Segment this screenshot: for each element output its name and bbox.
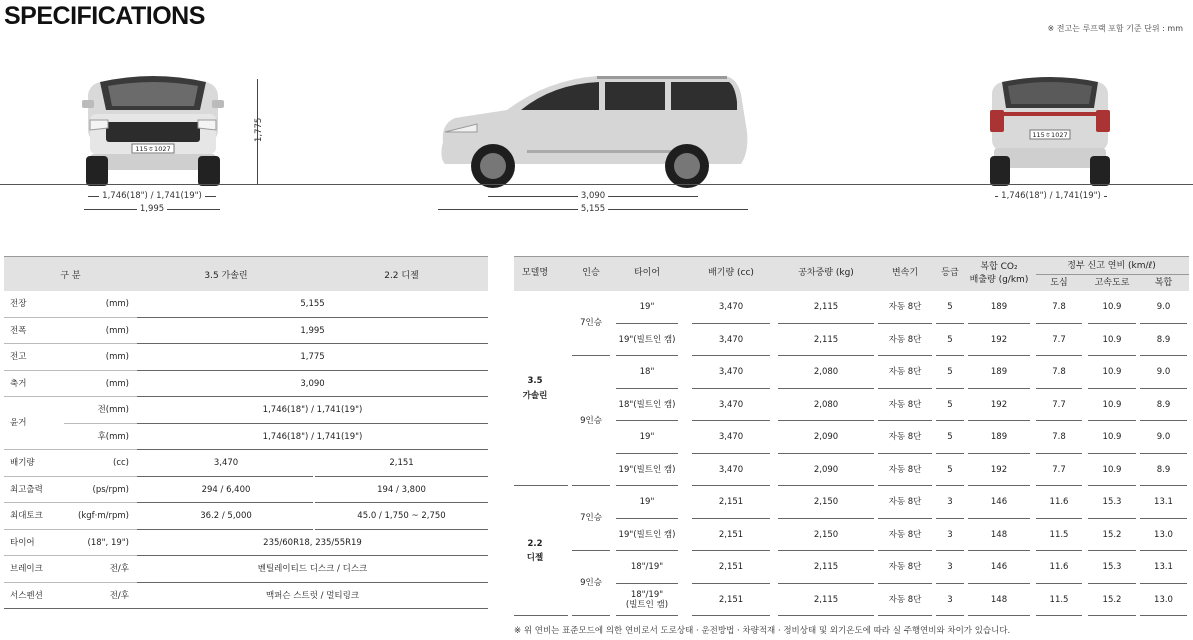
grade-cell: 3	[947, 594, 953, 605]
spec-value: 맥퍼슨 스트럿 / 멀티링크	[265, 590, 360, 601]
transmission-cell: 자동 8단	[888, 562, 922, 573]
co2-cell: 146	[990, 562, 1008, 573]
spec-unit: (mm)	[105, 325, 129, 336]
header-diesel: 2.2 디젤	[384, 270, 419, 281]
header-combined: 복합	[1154, 278, 1173, 288]
combined-cell: 13.0	[1154, 594, 1173, 605]
header-tire: 타이어	[633, 268, 661, 278]
spec-value: 1,995	[300, 325, 325, 336]
weight-cell: 2,090	[813, 432, 839, 443]
header-gasoline: 3.5 가솔린	[204, 270, 248, 281]
spec-category: 전장	[10, 299, 27, 309]
grade-cell: 5	[947, 334, 953, 345]
spec-unit: 전/후	[109, 564, 129, 574]
header-grade: 등급	[941, 268, 959, 278]
header-highway: 고속도로	[1094, 278, 1130, 288]
spec-table	[4, 256, 488, 609]
weight-cell: 2,090	[813, 464, 839, 475]
efficiency-table	[514, 256, 1189, 621]
spec-unit: 전(mm)	[97, 405, 129, 415]
grade-cell: 3	[947, 529, 953, 540]
rear-license-plate: 115ㅎ1027	[1032, 131, 1068, 139]
spec-row	[4, 583, 488, 610]
spec-value: 5,155	[300, 299, 325, 309]
co2-cell: 192	[990, 334, 1008, 345]
spec-unit: (cc)	[113, 458, 129, 468]
tire-cell: 19"(빌트인 캠)	[618, 464, 676, 475]
displacement-cell: 2,151	[718, 529, 744, 540]
city-cell: 7.7	[1052, 399, 1066, 410]
header-city: 도심	[1050, 278, 1068, 288]
city-cell: 7.8	[1052, 302, 1066, 313]
transmission-cell: 자동 8단	[888, 334, 922, 345]
spec-row	[4, 450, 488, 477]
spec-unit: (mm)	[105, 378, 129, 389]
spec-row	[4, 318, 488, 345]
grade-cell: 3	[947, 562, 953, 573]
co2-cell: 189	[990, 302, 1008, 313]
spec-row	[4, 291, 488, 318]
spec-row	[4, 477, 488, 504]
tire-cell: 18"(빌트인 캠)	[618, 399, 676, 410]
spec-category: 최대토크	[10, 511, 43, 521]
displacement-cell: 3,470	[718, 399, 744, 410]
spec-category: 타이어	[10, 537, 35, 548]
seat-group-cell: 9인승	[580, 578, 602, 589]
grade-cell: 5	[947, 432, 953, 443]
co2-cell: 192	[990, 399, 1008, 410]
spec-row	[4, 424, 488, 451]
height-label: 1,775	[254, 117, 264, 142]
co2-cell: 189	[990, 432, 1008, 443]
transmission-cell: 자동 8단	[888, 464, 922, 475]
combined-cell: 13.1	[1154, 497, 1173, 508]
highway-cell: 15.2	[1102, 529, 1122, 540]
highway-cell: 15.2	[1102, 594, 1122, 605]
highway-cell: 10.9	[1102, 432, 1122, 443]
highway-cell: 10.9	[1102, 464, 1122, 475]
grade-cell: 3	[947, 497, 953, 508]
spec-row	[4, 503, 488, 530]
car-rear-view	[984, 70, 1116, 188]
car-side-view	[437, 72, 749, 188]
spec-unit: (mm)	[105, 352, 129, 362]
spec-value: 1,746(18") / 1,741(19")	[262, 431, 363, 442]
ground-line	[0, 184, 1193, 185]
weight-cell: 2,115	[813, 594, 839, 605]
city-cell: 7.8	[1052, 367, 1066, 378]
unit-note: ※ 전고는 루프랙 포함 기준 단위 : mm	[1047, 24, 1183, 33]
spec-value: 벤틸레이티드 디스크 / 디스크	[257, 564, 368, 574]
spec-row	[4, 371, 488, 398]
spec-table-header	[4, 256, 488, 291]
spec-value-gasoline: 36.2 / 5,000	[200, 511, 252, 521]
seat-group-cell: 9인승	[580, 415, 602, 426]
transmission-cell: 자동 8단	[888, 529, 922, 540]
city-cell: 11.6	[1049, 497, 1069, 508]
city-cell: 7.7	[1052, 464, 1066, 475]
tire-cell: 19"	[639, 497, 655, 508]
transmission-cell: 자동 8단	[888, 432, 922, 443]
grade-cell: 5	[947, 399, 953, 410]
header-co2-line1: 복합 CO₂	[980, 262, 1018, 272]
spec-category: 전고	[10, 352, 27, 362]
co2-cell: 189	[990, 367, 1008, 378]
combined-cell: 13.0	[1154, 529, 1173, 540]
highway-cell: 15.3	[1102, 497, 1122, 508]
spec-category: 서스펜션	[10, 590, 43, 601]
efficiency-table-header	[514, 256, 1189, 291]
seat-group-cell: 7인승	[580, 513, 602, 524]
city-cell: 7.7	[1052, 334, 1066, 345]
combined-cell: 8.9	[1156, 334, 1171, 345]
spec-unit: (kgf·m/rpm)	[78, 511, 129, 521]
spec-row	[4, 397, 488, 428]
displacement-cell: 3,470	[718, 302, 744, 313]
displacement-cell: 2,151	[718, 562, 744, 573]
weight-cell: 2,115	[813, 334, 839, 345]
spec-category: 축거	[10, 378, 27, 389]
displacement-cell: 2,151	[718, 594, 744, 605]
transmission-cell: 자동 8단	[888, 302, 922, 313]
spec-row	[4, 556, 488, 583]
spec-unit: (18", 19")	[87, 537, 129, 548]
weight-cell: 2,150	[813, 529, 839, 540]
spec-row	[4, 530, 488, 557]
weight-cell: 2,080	[813, 399, 839, 410]
header-model: 모델명	[521, 268, 549, 278]
header-seats: 인승	[582, 268, 600, 278]
tire-cell: 19"	[639, 302, 655, 313]
spec-category: 배기량	[10, 458, 35, 468]
rear-track-dim: 1,746(18") / 1,741(19")	[995, 191, 1107, 201]
spec-value: 1,746(18") / 1,741(19")	[262, 405, 363, 415]
spec-value-diesel: 2,151	[389, 458, 414, 468]
tire-cell: 19"	[639, 432, 655, 443]
spec-row	[4, 344, 488, 371]
co2-cell: 146	[990, 497, 1008, 508]
co2-cell: 148	[990, 529, 1008, 540]
front-track-dim: 1,746(18") / 1,741(19")	[88, 191, 216, 201]
displacement-cell: 2,151	[718, 497, 744, 508]
combined-cell: 9.0	[1156, 302, 1171, 313]
tire-cell: 18"	[639, 367, 655, 378]
weight-cell: 2,115	[813, 302, 839, 313]
header-efficiency: 정부 신고 연비 (km/ℓ)	[1067, 261, 1156, 271]
wheelbase-dim: 3,090	[488, 191, 698, 201]
spec-unit: 전/후	[109, 590, 129, 601]
co2-cell: 192	[990, 464, 1008, 475]
length-dim: 5,155	[438, 204, 748, 214]
grade-cell: 5	[947, 302, 953, 313]
tire-cell: 19"(빌트인 캠)	[618, 334, 676, 345]
spec-value-diesel: 45.0 / 1,750 ~ 2,750	[357, 511, 446, 521]
model-name-cell: 2.2 디젤	[526, 538, 544, 563]
spec-category: 최고출력	[10, 484, 43, 495]
spec-unit: (ps/rpm)	[92, 484, 129, 495]
header-weight: 공차중량 (kg)	[798, 268, 854, 278]
city-cell: 7.8	[1052, 432, 1066, 443]
spec-value: 235/60R18, 235/55R19	[263, 537, 362, 548]
tire-cell: 18"/19"	[630, 562, 664, 573]
weight-cell: 2,080	[813, 367, 839, 378]
city-cell: 11.6	[1049, 562, 1069, 573]
combined-cell: 8.9	[1156, 399, 1171, 410]
highway-cell: 10.9	[1102, 334, 1122, 345]
displacement-cell: 3,470	[718, 334, 744, 345]
seat-group-cell: 7인승	[580, 318, 602, 329]
header-displacement: 배기량 (cc)	[708, 268, 754, 278]
highway-cell: 15.3	[1102, 562, 1122, 573]
spec-value-diesel: 194 / 3,800	[377, 484, 426, 495]
transmission-cell: 자동 8단	[888, 367, 922, 378]
grade-cell: 5	[947, 367, 953, 378]
spec-value: 3,090	[300, 378, 325, 389]
license-plate: 115ㅎ1027	[135, 145, 171, 153]
highway-cell: 10.9	[1102, 367, 1122, 378]
spec-value-gasoline: 3,470	[213, 458, 239, 468]
weight-cell: 2,150	[813, 497, 839, 508]
transmission-cell: 자동 8단	[888, 594, 922, 605]
spec-category: 윤거	[10, 418, 27, 428]
spec-category: 브레이크	[10, 564, 43, 574]
front-width-dim: 1,995	[84, 204, 220, 214]
spec-value: 1,775	[300, 352, 325, 362]
tire-cell: 18"/19" (빌트인 캠)	[625, 589, 669, 610]
city-cell: 11.5	[1049, 594, 1069, 605]
grade-cell: 5	[947, 464, 953, 475]
spec-category: 전폭	[10, 325, 27, 336]
car-front-view	[78, 70, 228, 188]
combined-cell: 9.0	[1156, 432, 1171, 443]
transmission-cell: 자동 8단	[888, 497, 922, 508]
combined-cell: 13.1	[1154, 562, 1173, 573]
spec-unit: 후(mm)	[97, 431, 129, 442]
co2-cell: 148	[990, 594, 1008, 605]
tire-cell: 19"(빌트인 캠)	[618, 529, 676, 540]
displacement-cell: 3,470	[718, 432, 744, 443]
weight-cell: 2,115	[813, 562, 839, 573]
combined-cell: 8.9	[1156, 464, 1171, 475]
footnote: ※ 위 연비는 표준모드에 의한 연비로서 도로상태 · 운전방법 · 차량적재 · 정비상태 및 외기온도에 따라 실 주행연비와 차이가 있습니다.	[514, 626, 1011, 636]
header-category: 구 분	[60, 270, 81, 281]
page-title: SPECIFICATIONS	[4, 2, 205, 30]
transmission-cell: 자동 8단	[888, 399, 922, 410]
displacement-cell: 3,470	[718, 367, 744, 378]
header-transmission: 변속기	[891, 268, 919, 278]
highway-cell: 10.9	[1102, 302, 1122, 313]
combined-cell: 9.0	[1156, 367, 1171, 378]
header-co2-line2: 배출량 (g/km)	[969, 275, 1029, 285]
city-cell: 11.5	[1049, 529, 1069, 540]
displacement-cell: 3,470	[718, 464, 744, 475]
spec-unit: (mm)	[105, 299, 129, 309]
model-name-cell: 3.5 가솔린	[522, 376, 548, 401]
spec-value-gasoline: 294 / 6,400	[201, 484, 251, 495]
highway-cell: 10.9	[1102, 399, 1122, 410]
